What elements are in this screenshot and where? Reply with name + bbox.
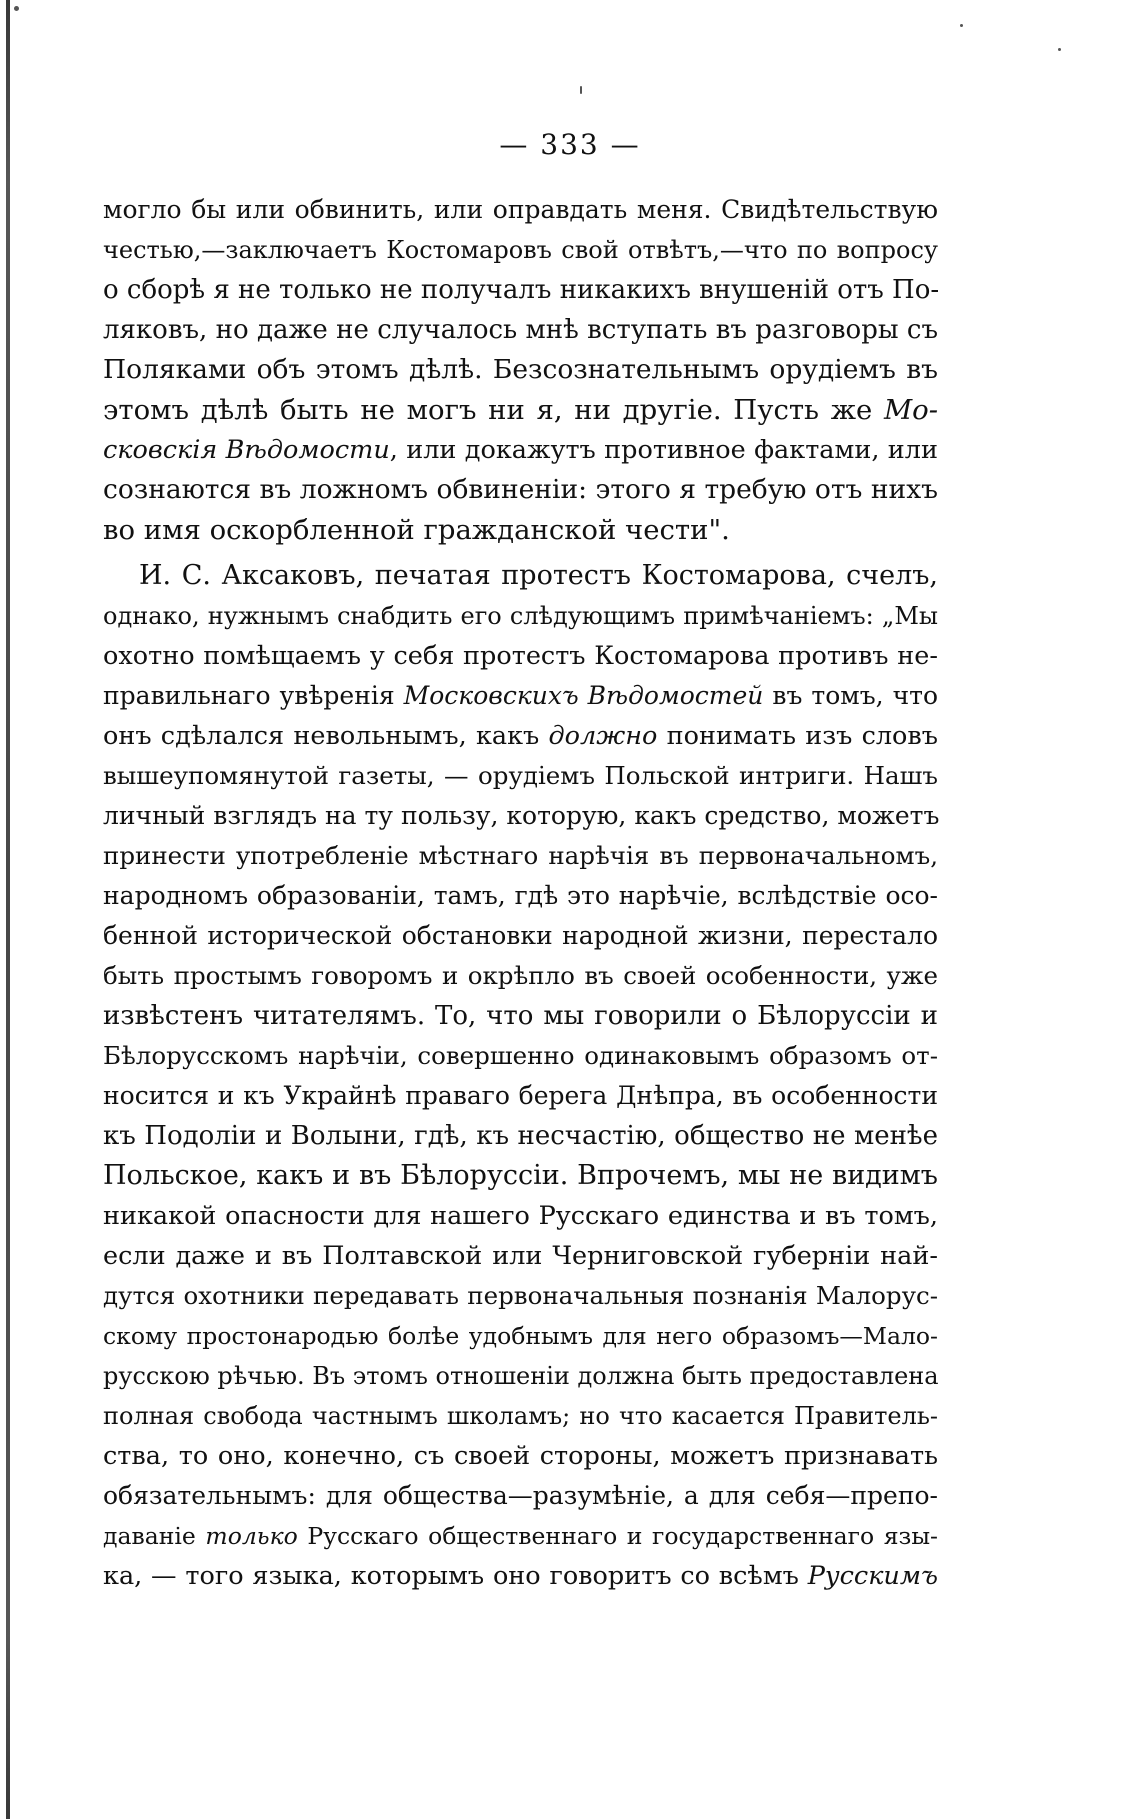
text-run: могло бы или обвинить, или оправдать меня. Свидѣтельствую <box>103 195 938 224</box>
text-run: понимать изъ словъ <box>657 721 938 751</box>
text-line <box>103 1316 938 1356</box>
text-run: принести употребленіе мѣстнаго нарѣчія въ первоначальномъ, <box>103 841 938 870</box>
text-run: никакой опасности для нашего Русскаго единства и въ томъ, <box>103 1201 938 1231</box>
text-run: правильнаго увѣренія <box>103 681 404 710</box>
text-line <box>103 796 938 836</box>
text-run: быть простымъ говоромъ и окрѣпло въ своей особенности, уже <box>103 961 938 990</box>
text-run: Поляками объ этомъ дѣлѣ. Безсознательнымъ орудіемъ въ <box>103 354 938 385</box>
text-line <box>103 1476 938 1516</box>
text-line <box>103 636 938 676</box>
italic-text: сковскія Вѣдомости <box>103 435 390 465</box>
scan-speck <box>1058 48 1061 51</box>
scan-speck <box>14 6 19 11</box>
paragraph <box>103 556 938 1596</box>
text-run: къ Подоліи и Волыни, гдѣ, къ несчастію, общество не менѣе <box>103 1121 938 1151</box>
text-line <box>103 1076 938 1116</box>
italic-text: Московскихъ Вѣдомостей <box>403 681 764 710</box>
text-run: въ томъ, что <box>763 681 939 710</box>
body-text <box>103 190 938 1596</box>
text-line <box>103 470 938 510</box>
text-run: Русскаго общественнаго и государственнаго язы- <box>297 1522 939 1550</box>
text-run: дутся охотники передавать первоначальныя познанія Малорус- <box>103 1281 938 1310</box>
text-line <box>103 510 938 550</box>
text-line <box>103 1556 938 1596</box>
text-run: извѣстенъ читателямъ. То, что мы говорили о Бѣлоруссіи и <box>103 1001 938 1031</box>
text-run: онъ сдѣлался невольнымъ, какъ <box>103 721 549 751</box>
text-line <box>103 1196 938 1236</box>
text-run: этомъ дѣлѣ быть не могъ ни я, ни другіе. Пусть же <box>103 394 884 426</box>
text-line <box>103 676 938 716</box>
text-run: , или докажутъ противное фактами, или <box>389 435 938 465</box>
text-line <box>103 996 938 1036</box>
italic-text: должно <box>548 721 658 751</box>
text-line <box>103 1036 938 1076</box>
text-line <box>103 190 938 230</box>
text-line <box>103 230 938 270</box>
text-line <box>103 956 938 996</box>
text-run: Польское, какъ и въ Бѣлоруссіи. Впрочемъ, мы не видимъ <box>103 1160 938 1191</box>
text-line <box>103 716 938 756</box>
italic-text: Мо- <box>883 394 938 426</box>
text-line <box>103 556 938 596</box>
text-line <box>103 836 938 876</box>
text-run: полная свобода частнымъ школамъ; но что касается Правитель- <box>103 1402 938 1430</box>
text-run: о сборѣ я не только не получалъ никакихъ внушеній отъ По- <box>103 275 940 305</box>
text-run: ляковъ, но даже не случалось мнѣ вступать въ разговоры съ <box>103 315 938 345</box>
text-run: личный взглядъ на ту пользу, которую, какъ средство, можетъ <box>103 801 940 830</box>
text-run: русскою рѣчью. Въ этомъ отношеніи должна быть предоставлена <box>103 1362 939 1390</box>
text-line <box>103 876 938 916</box>
text-run: ства, то оно, конечно, съ своей стороны, можетъ признавать <box>103 1441 938 1471</box>
text-line <box>103 350 938 390</box>
text-line <box>103 1436 938 1476</box>
page-number: — 333 — <box>499 128 641 161</box>
scan-speck <box>960 24 963 27</box>
text-run: обязательнымъ: для общества—разумѣніе, а для себя—препо- <box>103 1481 938 1510</box>
text-run: сознаются въ ложномъ обвиненіи: этого я требую отъ нихъ <box>103 474 938 505</box>
text-run: народномъ образованіи, тамъ, гдѣ это нарѣчіе, вслѣдствіе осо- <box>103 881 938 910</box>
italic-text: только <box>205 1522 298 1550</box>
text-run: вышеупомянутой газеты, — орудіемъ Польской интриги. Нашъ <box>103 761 938 790</box>
text-line <box>103 1236 938 1276</box>
text-run: скому простонародью болѣе удобнымъ для него образомъ—Мало- <box>103 1322 938 1350</box>
text-run: честью,—заключаетъ Костомаровъ свой отвѣтъ,—что по вопросу <box>103 236 938 264</box>
text-run: однако, нужнымъ снабдить его слѣдующимъ примѣчаніемъ: „Мы <box>103 602 938 630</box>
paragraph <box>103 190 938 550</box>
text-line <box>103 1356 938 1396</box>
text-run: И. С. Аксаковъ, печатая протестъ Костомарова, счелъ, <box>139 560 938 591</box>
scan-speck <box>580 86 582 94</box>
text-line <box>103 1516 938 1556</box>
text-run: во имя оскорбленной гражданской чести". <box>103 514 730 546</box>
text-line <box>103 310 938 350</box>
text-run: носится и къ Украйнѣ праваго берега Днѣпра, въ особенности <box>103 1081 938 1110</box>
text-line <box>103 1156 938 1196</box>
text-run: бенной исторической обстановки народной жизни, перестало <box>103 921 938 950</box>
text-line <box>103 1276 938 1316</box>
italic-text: Русскимъ <box>807 1561 938 1591</box>
text-run: охотно помѣщаемъ у себя протестъ Костомарова противъ не- <box>103 641 938 671</box>
text-run: ка, — того языка, которымъ оно говоритъ со всѣмъ <box>103 1561 808 1591</box>
text-run: даваніе <box>103 1522 206 1550</box>
text-line <box>103 1396 938 1436</box>
text-line <box>103 1116 938 1156</box>
text-line <box>103 916 938 956</box>
text-run: Бѣлорусскомъ нарѣчіи, совершенно одинаковымъ образомъ от- <box>103 1041 938 1070</box>
text-line <box>103 756 938 796</box>
text-line <box>103 430 938 470</box>
text-run: если даже и въ Полтавской или Черниговской губерніи най- <box>103 1241 938 1271</box>
text-line <box>103 390 938 430</box>
scan-left-edge <box>6 0 10 1819</box>
text-line <box>103 596 938 636</box>
text-line <box>103 270 938 310</box>
